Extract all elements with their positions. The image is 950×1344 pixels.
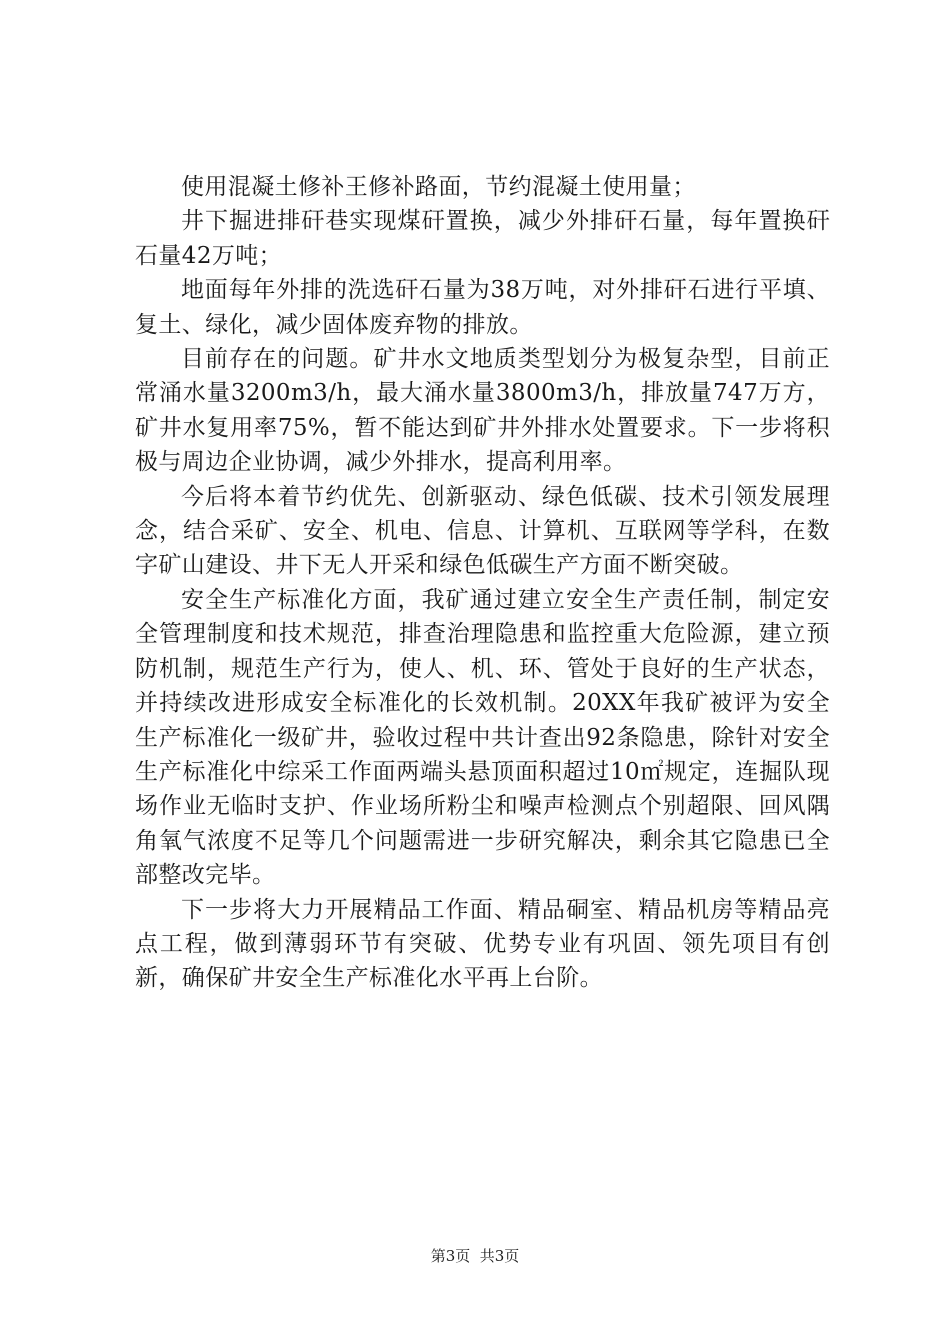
paragraph-safety-standardization: 安全生产标准化方面，我矿通过建立安全生产责任制，制定安全管理制度和技术规范，排查治理隐患和监控重大危险源，建立预防机制，规范生产行为，使人、机、环、管处于良好的生产状态，并持续改进形成安全标准化的长效机制。20XX年我矿被评为安全生产标准化一级矿井，验收过程中共计查出92条隐患，除针对安全生产标准化中综采工作面两端头悬顶面积超过10㎡规定，连掘队现场作业无临时支护、作业场所粉尘和噪声检测点个别超限、回风隅角氧气浓度不足等几个问题需进一步研究解决，剩余其它隐患已全部整改完毕。: [135, 586, 830, 889]
paragraph-surface-gangue: 地面每年外排的洗选矸石量为38万吨，对外排矸石进行平填、复土、绿化，减少固体废弃物的排放。: [135, 277, 830, 338]
paragraph-next-steps: 下一步将大力开展精品工作面、精品硐室、精品机房等精品亮点工程，做到薄弱环节有突破、优势专业有巩固、领先项目有创新，确保矿井安全生产标准化水平再上台阶。: [135, 896, 830, 992]
paragraph-gangue-replacement: 井下掘进排矸巷实现煤矸置换，减少外排矸石量，每年置换矸石量42万吨；: [135, 208, 830, 269]
paragraph-future-development: 今后将本着节约优先、创新驱动、绿色低碳、技术引领发展理念，结合采矿、安全、机电、信息、计算机、互联网等学科，在数字矿山建设、井下无人开采和绿色低碳生产方面不断突破。: [135, 483, 830, 579]
document-body: [135, 170, 830, 996]
paragraph-existing-problems: 目前存在的问题。矿井水文地质类型划分为极复杂型，目前正常涌水量3200m3/h，最大涌水量3800m3/h，排放量747万方，矿井水复用率75%，暂不能达到矿井外排水处置要求。下一步将积极与周边企业协调，减少外排水，提高利用率。: [135, 346, 830, 476]
paragraph-concrete-repair: 使用混凝土修补王修补路面，节约混凝土使用量；: [181, 174, 696, 200]
page-number-footer: 第3页 共3页: [430, 1247, 520, 1265]
